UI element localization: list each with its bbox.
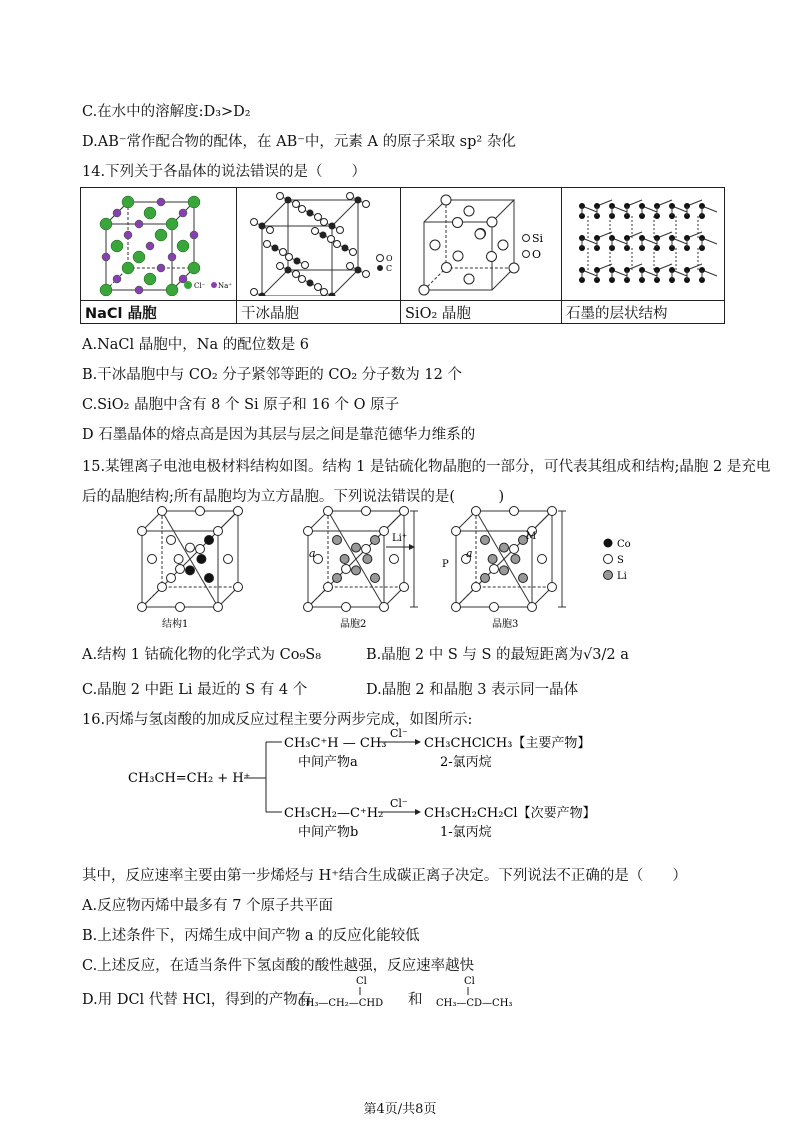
- svg-text:Cl: Cl: [356, 976, 367, 987]
- svg-text:Si: Si: [531, 232, 543, 245]
- svg-text:CH₃CH=CH₂ + H⁺: CH₃CH=CH₂ + H⁺: [128, 771, 251, 786]
- q15-option-a: A.结构 1 钴硫化物的化学式为 Co₉S₈: [82, 647, 322, 663]
- caption-sio2: SiO₂ 晶胞: [401, 301, 562, 324]
- svg-text:P: P: [442, 559, 449, 570]
- svg-text:Li: Li: [617, 571, 627, 582]
- question-15-line1: 15.某锂离子电池电极材料结构如图。结构 1 是钴硫化物晶胞的一部分，可代表其组成和结构;晶胞 2 是充电: [82, 459, 771, 475]
- q16-reaction-scheme: [120, 728, 640, 846]
- svg-text:中间产物b: 中间产物b: [298, 825, 359, 840]
- question-15-line2: 后的晶胞结构;所有晶胞均为立方晶胞。下列说法错误的是( ): [82, 489, 505, 505]
- q16-option-b: B.上述条件下，丙烯生成中间产物 a 的反应化能较低: [82, 928, 420, 944]
- dry-ice-cell-figure: [240, 188, 398, 296]
- svg-text:CH₃CHClCH₃【主要产物】: CH₃CHClCH₃【主要产物】: [424, 736, 591, 751]
- svg-text:中间产物a: 中间产物a: [298, 755, 358, 770]
- svg-text:Cl⁻: Cl⁻: [390, 728, 408, 740]
- q16-option-d: D.用 DCl 代替 HCl，得到的产物有: [82, 992, 313, 1008]
- svg-text:Cl⁻: Cl⁻: [390, 797, 408, 810]
- svg-text:结构1: 结构1: [162, 619, 189, 630]
- q16-option-c: C.上述反应，在适当条件下氢卤酸的酸性越强，反应速率越快: [82, 958, 475, 974]
- option-c-solubility: C.在水中的溶解度:D₃>D₂: [82, 104, 251, 120]
- caption-dry-ice: 干冰晶胞: [237, 301, 401, 324]
- svg-text:O: O: [385, 254, 393, 263]
- nacl-cell-figure: [84, 188, 234, 296]
- svg-text:晶胞3: 晶胞3: [492, 619, 519, 630]
- svg-text:1-氯丙烷: 1-氯丙烷: [440, 825, 492, 840]
- svg-text:M: M: [526, 531, 537, 542]
- svg-text:O: O: [531, 248, 541, 261]
- q15-option-b: B.晶胞 2 中 S 与 S 的最短距离为√3/2 a: [366, 647, 629, 663]
- svg-text:晶胞2: 晶胞2: [340, 619, 367, 630]
- caption-graphite: 石墨的层状结构: [562, 301, 725, 324]
- question-16: 16.丙烯与氢卤酸的加成反应过程主要分两步完成，如图所示:: [82, 712, 473, 728]
- q14-option-a: A.NaCl 晶胞中，Na 的配位数是 6: [82, 337, 310, 353]
- svg-text:CH₃—CD—CH₃: CH₃—CD—CH₃: [436, 998, 513, 1009]
- question-14: 14.下列关于各晶体的说法错误的是（ ）: [82, 164, 367, 180]
- svg-text:CH₃CH₂—C⁺H₂: CH₃CH₂—C⁺H₂: [284, 806, 384, 821]
- svg-text:Cl⁻: Cl⁻: [193, 282, 205, 290]
- q15-figure: [120, 505, 680, 633]
- svg-text:2-氯丙烷: 2-氯丙烷: [440, 755, 492, 770]
- svg-text:a: a: [466, 547, 473, 560]
- svg-text:CH₃CH₂CH₂Cl【次要产物】: CH₃CH₂CH₂Cl【次要产物】: [424, 806, 596, 821]
- q15-option-d: D.晶胞 2 和晶胞 3 表示同一晶体: [366, 682, 579, 698]
- svg-text:Li⁺: Li⁺: [392, 533, 408, 544]
- q16-d-and: 和: [408, 992, 423, 1008]
- q14-option-c: C.SiO₂ 晶胞中含有 8 个 Si 原子和 16 个 O 原子: [82, 397, 400, 413]
- svg-text:C: C: [385, 264, 392, 273]
- svg-text:S: S: [617, 555, 624, 566]
- q16-option-a: A.反应物丙烯中最多有 7 个原子共平面: [82, 898, 334, 914]
- option-d-ligand: D.AB⁻常作配合物的配体，在 AB⁻中，元素 A 的原子采取 sp² 杂化: [82, 134, 516, 150]
- q14-option-b: B.干冰晶胞中与 CO₂ 分子紧邻等距的 CO₂ 分子数为 12 个: [82, 367, 462, 383]
- caption-nacl: NaCl 晶胞: [81, 301, 237, 324]
- crystal-table: [80, 187, 725, 324]
- q14-option-d: D 石墨晶体的熔点高是因为其层与层之间是靠范德华力维系的: [82, 427, 476, 443]
- q16-stem: 其中，反应速率主要由第一步烯烃与 H⁺结合生成碳正离子决定。下列说法不正确的是（ ）: [82, 868, 687, 884]
- q15-option-c: C.晶胞 2 中距 Li 最近的 S 有 4 个: [82, 682, 308, 698]
- svg-text:CH₃C⁺H — CH₃: CH₃C⁺H — CH₃: [284, 736, 387, 751]
- graphite-layers-figure: [564, 188, 722, 296]
- svg-text:CH₃—CH₂—CHD: CH₃—CH₂—CHD: [298, 998, 384, 1009]
- page-footer: 第4页/共8页: [363, 1102, 437, 1117]
- svg-text:Cl: Cl: [464, 976, 475, 987]
- svg-text:a: a: [309, 547, 316, 560]
- sio2-cell-figure: [404, 188, 559, 296]
- svg-text:Co: Co: [617, 539, 631, 550]
- svg-text:Na⁺: Na⁺: [217, 282, 232, 290]
